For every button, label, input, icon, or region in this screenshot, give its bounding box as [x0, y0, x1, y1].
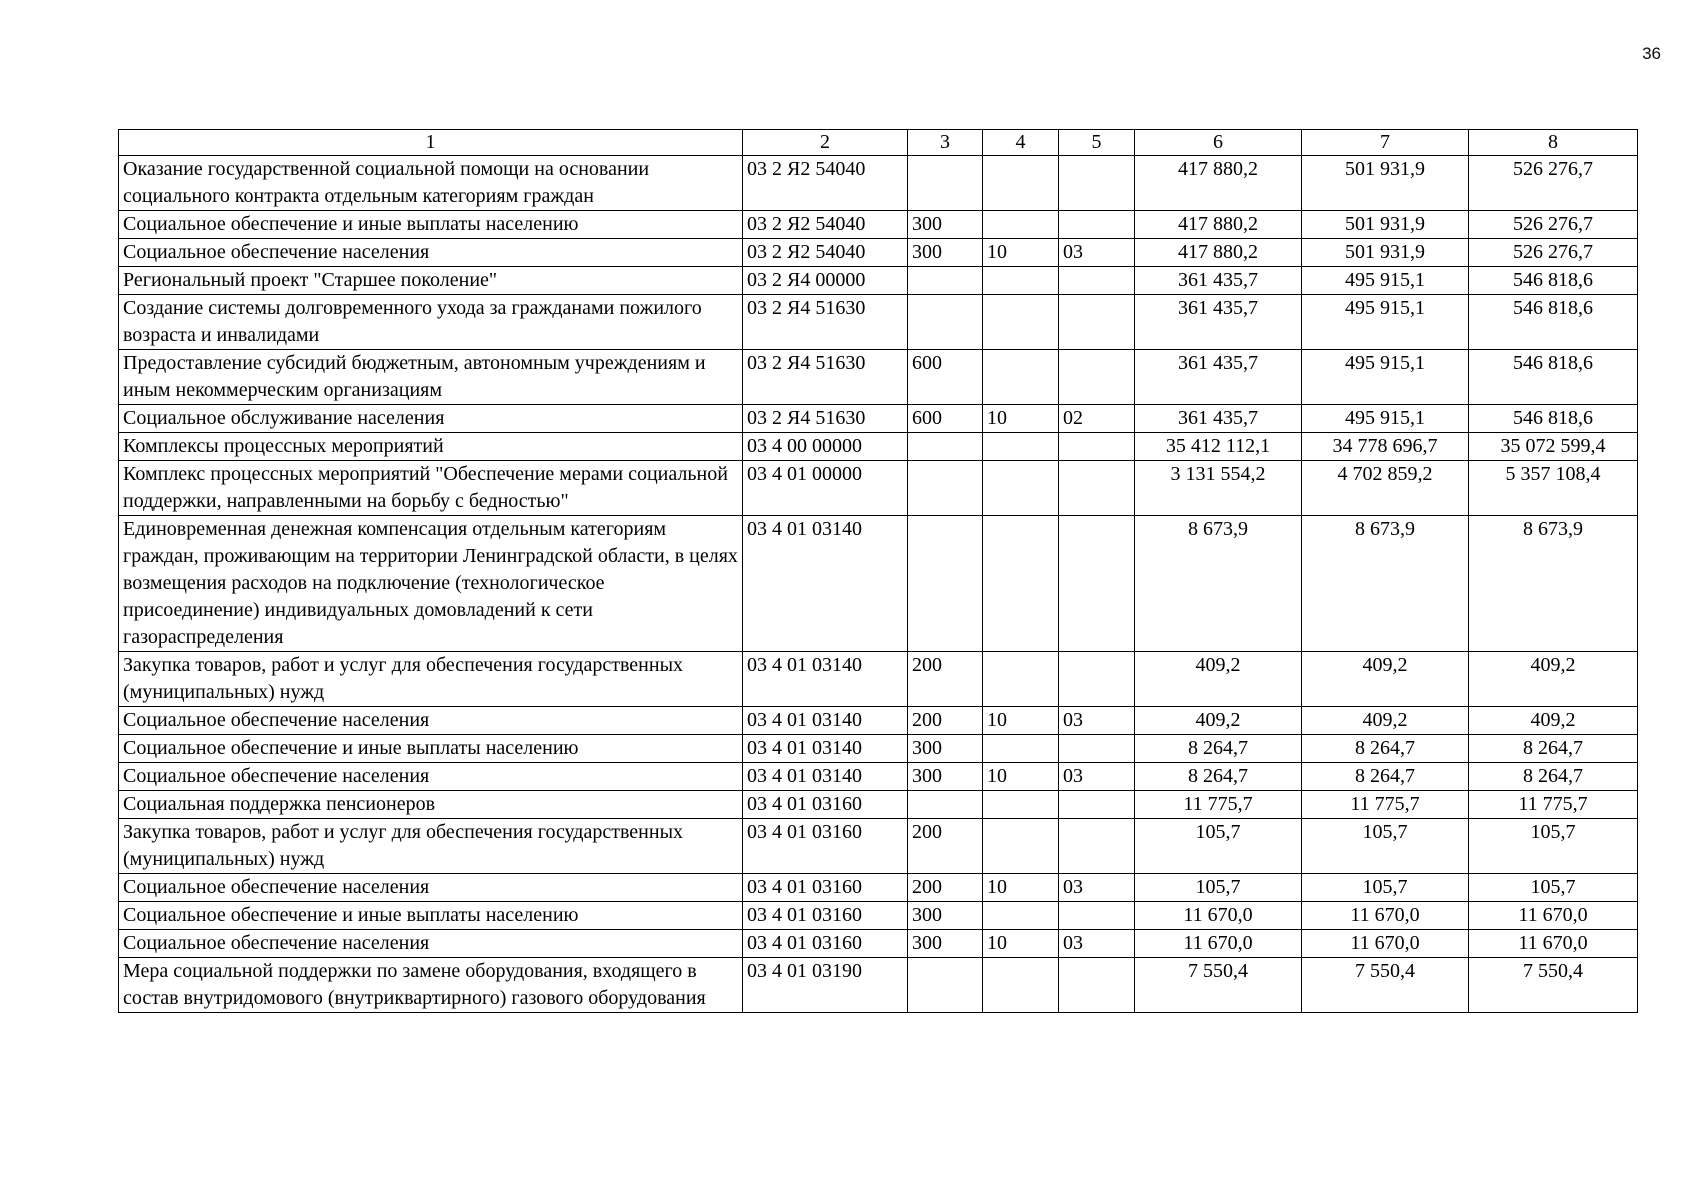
header-cell-4: 4: [983, 130, 1059, 156]
row-value-year1: 361 435,7: [1135, 405, 1302, 433]
row-value-year2: 8 264,7: [1302, 763, 1469, 791]
row-section: [983, 267, 1059, 295]
row-expense-type: 300: [908, 735, 983, 763]
row-name: Закупка товаров, работ и услуг для обеспечения государственных (муниципальных) нужд: [119, 819, 743, 874]
table-row: [119, 211, 1638, 239]
row-expense-type: [908, 156, 983, 211]
row-section: 10: [983, 763, 1059, 791]
row-value-year1: 11 670,0: [1135, 902, 1302, 930]
row-section: [983, 516, 1059, 652]
row-value-year3: 8 264,7: [1469, 763, 1638, 791]
row-subsection: 03: [1059, 239, 1135, 267]
row-value-year1: 361 435,7: [1135, 295, 1302, 350]
row-value-year2: 495 915,1: [1302, 405, 1469, 433]
row-value-year1: 361 435,7: [1135, 350, 1302, 405]
row-value-year1: 417 880,2: [1135, 156, 1302, 211]
row-value-year1: 35 412 112,1: [1135, 433, 1302, 461]
row-section: [983, 791, 1059, 819]
row-section: [983, 433, 1059, 461]
row-code: 03 4 01 03160: [743, 930, 908, 958]
table-row: [119, 267, 1638, 295]
row-code: 03 4 01 03140: [743, 516, 908, 652]
row-code: 03 4 01 03140: [743, 763, 908, 791]
row-expense-type: [908, 267, 983, 295]
row-value-year2: 409,2: [1302, 652, 1469, 707]
row-expense-type: 200: [908, 707, 983, 735]
row-code: 03 4 01 03160: [743, 791, 908, 819]
table-row: [119, 763, 1638, 791]
row-code: 03 4 01 00000: [743, 461, 908, 516]
row-value-year1: 8 673,9: [1135, 516, 1302, 652]
row-expense-type: 300: [908, 902, 983, 930]
row-code: 03 2 Я4 51630: [743, 405, 908, 433]
row-code: 03 4 01 03140: [743, 652, 908, 707]
row-value-year2: 8 264,7: [1302, 735, 1469, 763]
row-value-year1: 409,2: [1135, 707, 1302, 735]
row-value-year1: 105,7: [1135, 874, 1302, 902]
row-value-year3: 5 357 108,4: [1469, 461, 1638, 516]
table-row: [119, 516, 1638, 652]
row-section: [983, 156, 1059, 211]
row-subsection: [1059, 295, 1135, 350]
table-row: [119, 958, 1638, 1013]
row-value-year1: 409,2: [1135, 652, 1302, 707]
row-value-year3: 11 670,0: [1469, 930, 1638, 958]
row-section: 10: [983, 874, 1059, 902]
row-subsection: [1059, 350, 1135, 405]
table-row: [119, 819, 1638, 874]
row-section: [983, 902, 1059, 930]
row-expense-type: [908, 461, 983, 516]
row-expense-type: 300: [908, 930, 983, 958]
row-value-year3: 409,2: [1469, 707, 1638, 735]
table-row: [119, 735, 1638, 763]
row-code: 03 2 Я2 54040: [743, 211, 908, 239]
row-subsection: [1059, 735, 1135, 763]
row-code: 03 2 Я4 00000: [743, 267, 908, 295]
row-name: Социальное обеспечение населения: [119, 707, 743, 735]
row-subsection: 03: [1059, 930, 1135, 958]
row-value-year2: 501 931,9: [1302, 239, 1469, 267]
row-value-year1: 8 264,7: [1135, 735, 1302, 763]
table-row: [119, 405, 1638, 433]
row-expense-type: 300: [908, 763, 983, 791]
row-name: Региональный проект "Старшее поколение": [119, 267, 743, 295]
row-name: Создание системы долговременного ухода за гражданами пожилого возраста и инвалидами: [119, 295, 743, 350]
table-row: [119, 350, 1638, 405]
row-code: 03 4 01 03160: [743, 874, 908, 902]
row-value-year2: 4 702 859,2: [1302, 461, 1469, 516]
row-value-year2: 8 673,9: [1302, 516, 1469, 652]
row-section: [983, 350, 1059, 405]
row-value-year2: 501 931,9: [1302, 156, 1469, 211]
row-value-year3: 546 818,6: [1469, 267, 1638, 295]
row-expense-type: 200: [908, 819, 983, 874]
table-body: [119, 156, 1638, 1013]
row-value-year2: 495 915,1: [1302, 267, 1469, 295]
row-expense-type: 200: [908, 874, 983, 902]
row-value-year3: 546 818,6: [1469, 405, 1638, 433]
row-value-year1: 417 880,2: [1135, 211, 1302, 239]
row-value-year3: 546 818,6: [1469, 295, 1638, 350]
row-subsection: [1059, 958, 1135, 1013]
row-value-year1: 11 775,7: [1135, 791, 1302, 819]
row-name: Социальное обеспечение населения: [119, 874, 743, 902]
row-code: 03 4 01 03160: [743, 902, 908, 930]
row-value-year3: 105,7: [1469, 874, 1638, 902]
row-name: Мера социальной поддержки по замене оборудования, входящего в состав внутридомового (внутриквартирного) газового оборудования: [119, 958, 743, 1013]
row-value-year1: 11 670,0: [1135, 930, 1302, 958]
row-subsection: [1059, 267, 1135, 295]
row-name: Социальное обеспечение и иные выплаты населению: [119, 902, 743, 930]
row-value-year3: 409,2: [1469, 652, 1638, 707]
row-subsection: 03: [1059, 874, 1135, 902]
row-name: Социальное обеспечение населения: [119, 239, 743, 267]
row-value-year3: 35 072 599,4: [1469, 433, 1638, 461]
row-section: 10: [983, 930, 1059, 958]
row-value-year2: 495 915,1: [1302, 295, 1469, 350]
table-row: [119, 902, 1638, 930]
row-value-year1: 8 264,7: [1135, 763, 1302, 791]
row-subsection: [1059, 461, 1135, 516]
header-cell-6: 6: [1135, 130, 1302, 156]
row-value-year3: 11 775,7: [1469, 791, 1638, 819]
row-expense-type: [908, 433, 983, 461]
row-name: Социальное обеспечение и иные выплаты населению: [119, 211, 743, 239]
row-section: [983, 652, 1059, 707]
table-row: [119, 433, 1638, 461]
row-expense-type: [908, 958, 983, 1013]
row-code: 03 4 01 03140: [743, 735, 908, 763]
row-section: 10: [983, 707, 1059, 735]
row-subsection: [1059, 902, 1135, 930]
row-section: [983, 295, 1059, 350]
row-subsection: [1059, 652, 1135, 707]
row-code: 03 2 Я4 51630: [743, 295, 908, 350]
row-value-year3: 526 276,7: [1469, 211, 1638, 239]
row-value-year2: 34 778 696,7: [1302, 433, 1469, 461]
row-code: 03 2 Я4 51630: [743, 350, 908, 405]
row-value-year2: 11 670,0: [1302, 902, 1469, 930]
row-value-year2: 105,7: [1302, 874, 1469, 902]
row-value-year1: 417 880,2: [1135, 239, 1302, 267]
table-header-row: [119, 130, 1638, 156]
row-name: Социальное обеспечение населения: [119, 930, 743, 958]
row-subsection: 03: [1059, 763, 1135, 791]
row-name: Социальное обслуживание населения: [119, 405, 743, 433]
header-cell-1: 1: [119, 130, 743, 156]
row-name: Единовременная денежная компенсация отдельным категориям граждан, проживающим на территории Ленинградской области, в целях возмещения расходов на подключение (технологическое присоединение) индивидуальных домовладений к сети газораспределения: [119, 516, 743, 652]
row-value-year1: 105,7: [1135, 819, 1302, 874]
row-expense-type: [908, 791, 983, 819]
row-code: 03 4 01 03190: [743, 958, 908, 1013]
row-value-year2: 11 775,7: [1302, 791, 1469, 819]
row-value-year1: 361 435,7: [1135, 267, 1302, 295]
row-value-year2: 11 670,0: [1302, 930, 1469, 958]
row-name: Социальная поддержка пенсионеров: [119, 791, 743, 819]
row-name: Комплексы процессных мероприятий: [119, 433, 743, 461]
row-code: 03 4 01 03160: [743, 819, 908, 874]
row-value-year3: 526 276,7: [1469, 239, 1638, 267]
row-section: [983, 461, 1059, 516]
row-code: 03 4 01 03140: [743, 707, 908, 735]
row-code: 03 2 Я2 54040: [743, 156, 908, 211]
row-value-year3: 7 550,4: [1469, 958, 1638, 1013]
row-expense-type: 600: [908, 405, 983, 433]
row-value-year1: 7 550,4: [1135, 958, 1302, 1013]
table-row: [119, 156, 1638, 211]
row-name: Социальное обеспечение и иные выплаты населению: [119, 735, 743, 763]
row-value-year3: 546 818,6: [1469, 350, 1638, 405]
row-name: Предоставление субсидий бюджетным, автономным учреждениям и иным некоммерческим организациям: [119, 350, 743, 405]
header-cell-3: 3: [908, 130, 983, 156]
row-name: Социальное обеспечение населения: [119, 763, 743, 791]
row-name: Оказание государственной социальной помощи на основании социального контракта отдельным категориям граждан: [119, 156, 743, 211]
row-expense-type: [908, 516, 983, 652]
table-row: [119, 295, 1638, 350]
row-value-year3: 8 264,7: [1469, 735, 1638, 763]
row-subsection: 03: [1059, 707, 1135, 735]
table-row: [119, 461, 1638, 516]
header-cell-7: 7: [1302, 130, 1469, 156]
table-row: [119, 707, 1638, 735]
table-row: [119, 930, 1638, 958]
row-section: 10: [983, 405, 1059, 433]
row-subsection: [1059, 156, 1135, 211]
header-cell-8: 8: [1469, 130, 1638, 156]
row-value-year3: 526 276,7: [1469, 156, 1638, 211]
row-expense-type: 600: [908, 350, 983, 405]
row-name: Комплекс процессных мероприятий "Обеспечение мерами социальной поддержки, направленными на борьбу с бедностью": [119, 461, 743, 516]
row-value-year2: 501 931,9: [1302, 211, 1469, 239]
row-value-year3: 11 670,0: [1469, 902, 1638, 930]
row-value-year2: 7 550,4: [1302, 958, 1469, 1013]
row-value-year3: 8 673,9: [1469, 516, 1638, 652]
row-section: [983, 819, 1059, 874]
row-name: Закупка товаров, работ и услуг для обеспечения государственных (муниципальных) нужд: [119, 652, 743, 707]
row-subsection: [1059, 516, 1135, 652]
row-section: [983, 735, 1059, 763]
table-row: [119, 791, 1638, 819]
row-value-year3: 105,7: [1469, 819, 1638, 874]
row-expense-type: 200: [908, 652, 983, 707]
row-subsection: [1059, 791, 1135, 819]
row-expense-type: 300: [908, 211, 983, 239]
header-cell-2: 2: [743, 130, 908, 156]
header-cell-5: 5: [1059, 130, 1135, 156]
row-subsection: [1059, 211, 1135, 239]
table-row: [119, 874, 1638, 902]
row-section: 10: [983, 239, 1059, 267]
row-section: [983, 958, 1059, 1013]
row-value-year2: 105,7: [1302, 819, 1469, 874]
row-subsection: [1059, 433, 1135, 461]
budget-table: [118, 129, 1638, 1013]
table-row: [119, 239, 1638, 267]
row-subsection: [1059, 819, 1135, 874]
row-code: 03 4 00 00000: [743, 433, 908, 461]
row-value-year1: 3 131 554,2: [1135, 461, 1302, 516]
row-code: 03 2 Я2 54040: [743, 239, 908, 267]
page-number: 36: [1642, 44, 1661, 63]
row-expense-type: [908, 295, 983, 350]
row-value-year2: 495 915,1: [1302, 350, 1469, 405]
table-row: [119, 652, 1638, 707]
row-value-year2: 409,2: [1302, 707, 1469, 735]
row-section: [983, 211, 1059, 239]
row-subsection: 02: [1059, 405, 1135, 433]
row-expense-type: 300: [908, 239, 983, 267]
